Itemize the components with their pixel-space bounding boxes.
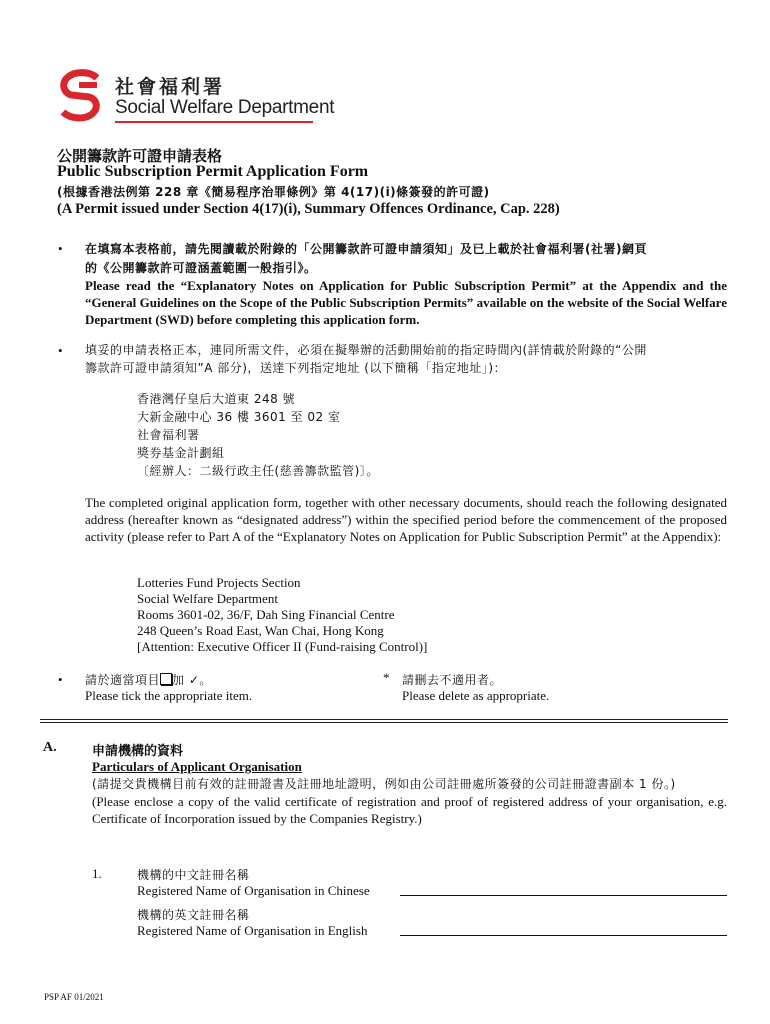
address-en-line: Rooms 3601-02, 36/F, Dah Sing Financial Centre bbox=[137, 607, 395, 622]
dept-name-cn: 社會福利署 bbox=[115, 76, 226, 98]
address-cn-line: 大新金融中心 36 樓 3601 至 02 室 bbox=[137, 410, 341, 424]
section-note-cn: (請提交貴機構目前有效的註冊證書及註冊地址證明，例如由公司註冊處所簽發的公司註冊證書副本 1 份。) bbox=[92, 777, 676, 791]
delete-note-en: Please delete as appropriate. bbox=[402, 688, 550, 703]
form-title-en: Public Subscription Permit Application Form bbox=[57, 163, 369, 180]
dept-name-en: Social Welfare Department bbox=[115, 97, 335, 118]
law-reference-cn: (根據香港法例第 228 章《簡易程序治罪條例》第 4(17)(i)條簽發的許可證) bbox=[57, 185, 490, 199]
bullet-dot: • bbox=[58, 241, 63, 256]
bullet1-en: Please read the “Explanatory Notes on Application for Public Subscription Permit” at the Appendix and the “General Guidelines on the Scope of the Public Subscription Permits” available on the website of the Social Welfare Department (SWD) before completing this application form. bbox=[85, 278, 727, 327]
section-title-cn: 申請機構的資料 bbox=[92, 744, 184, 759]
section-title-en: Particulars of Applicant Organisation bbox=[92, 759, 302, 774]
delete-note-cn: 請刪去不適用者。 bbox=[402, 673, 503, 687]
bullet-dot: • bbox=[58, 672, 63, 687]
field-label-en: Registered Name of Organisation in Chinese bbox=[137, 883, 370, 898]
section-letter: A. bbox=[43, 740, 57, 755]
bullet1-cn-line1: 在填寫本表格前，請先閱讀載於附錄的「公開籌款許可證申請須知」及已上載於社會福利署(社署)網頁 bbox=[85, 242, 647, 256]
field-label-cn: 機構的英文註冊名稱 bbox=[137, 908, 250, 922]
tick-note-cn-pre: 請於適當項目 bbox=[85, 673, 161, 687]
section-divider bbox=[40, 719, 728, 720]
tick-note-cn-post: 加 ✓。 bbox=[172, 673, 212, 687]
bullet2-cn-line1: 填妥的申請表格正本，連同所需文件，必須在擬舉辦的活動開始前的指定時間內(詳情載於附錄的“公開 bbox=[85, 343, 647, 357]
field-number: 1. bbox=[92, 866, 102, 881]
address-cn-line: 社會福利署 bbox=[137, 428, 200, 442]
address-cn-line: 香港灣仔皇后大道東 248 號 bbox=[137, 392, 296, 406]
tick-note-cn bbox=[85, 671, 212, 688]
bullet-dot: • bbox=[58, 343, 63, 358]
asterisk: * bbox=[383, 670, 390, 685]
form-code: PSP AF 01/2021 bbox=[44, 992, 104, 1002]
name-english-input-line[interactable] bbox=[400, 935, 727, 936]
address-cn-line: 〔經辦人：二級行政主任(慈善籌款監管)〕。 bbox=[137, 464, 379, 478]
section-note-en: (Please enclose a copy of the valid certificate of registration and proof of registered address of your organisation, e.g. Certificate of Incorporation issued by the Companies Registry.) bbox=[92, 794, 727, 826]
address-cn-line: 獎券基金計劃組 bbox=[137, 446, 225, 460]
name-chinese-input-line[interactable] bbox=[400, 895, 727, 896]
address-en-line: [Attention: Executive Officer II (Fund-raising Control)] bbox=[137, 639, 428, 654]
swd-logo-icon bbox=[57, 68, 103, 122]
address-en-line: Social Welfare Department bbox=[137, 591, 278, 606]
section-note bbox=[92, 775, 727, 827]
checkbox-icon bbox=[160, 673, 172, 685]
bullet1-cn-line2: 的《公開籌款許可證涵蓋範圍一般指引》。 bbox=[85, 261, 317, 275]
bullet2-cn-line2: 籌款許可證申請須知”A 部分)，送達下列指定地址 (以下簡稱「指定地址」)： bbox=[85, 361, 507, 375]
tick-note-en: Please tick the appropriate item. bbox=[85, 688, 253, 703]
bullet2-en: The completed original application form, together with other necessary documents, should reach the following designated address (hereafter known as “designated address”) within the specified period before the commencement of the proposed activity (please refer to Part A of the “Explanatory Notes on Application for Public Subscription Permit” at the Appendix): bbox=[85, 495, 727, 544]
logo-divider bbox=[115, 121, 313, 123]
form-title-cn: 公開籌款許可證申請表格 bbox=[57, 147, 223, 165]
address-en-line: Lotteries Fund Projects Section bbox=[137, 575, 301, 590]
section-divider bbox=[40, 722, 728, 723]
address-en-line: 248 Queen’s Road East, Wan Chai, Hong Kong bbox=[137, 623, 384, 638]
field-label-cn: 機構的中文註冊名稱 bbox=[137, 868, 250, 882]
law-reference-en: (A Permit issued under Section 4(17)(i), Summary Offences Ordinance, Cap. 228) bbox=[57, 201, 560, 217]
field-label-en: Registered Name of Organisation in English bbox=[137, 923, 368, 938]
